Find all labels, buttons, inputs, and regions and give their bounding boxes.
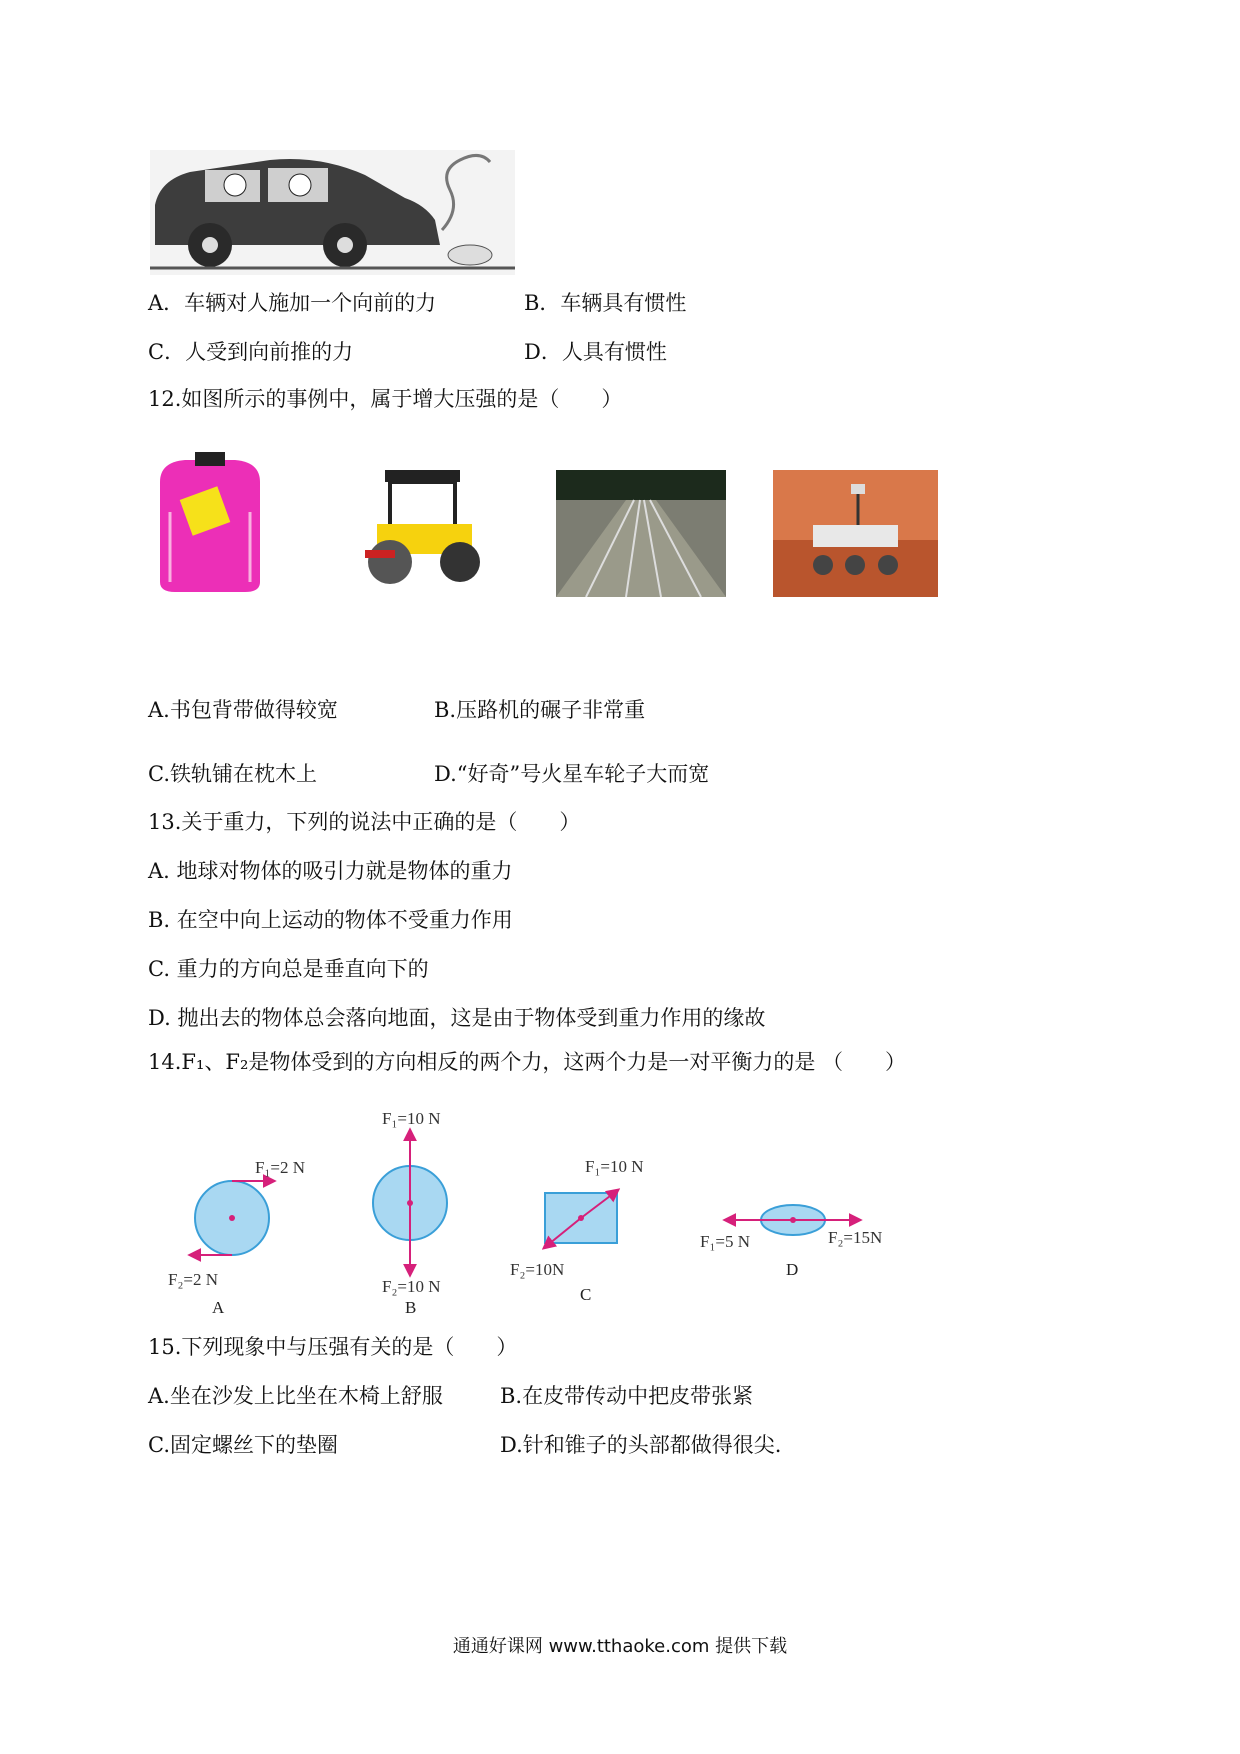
force-a-caption: A [212, 1298, 225, 1317]
q12-option-a: A.书包背带做得较宽 [148, 698, 338, 722]
q15-option-a: A.坐在沙发上比坐在木椅上舒服 [148, 1384, 443, 1408]
force-diagrams [160, 1110, 920, 1320]
q13-option-a: A. 地球对物体的吸引力就是物体的重力 [148, 859, 513, 883]
q13-option-c: C. 重力的方向总是垂直向下的 [148, 957, 429, 981]
force-d-f2-label: F₂=15N [828, 1228, 883, 1247]
force-d-f1-label: F₁=5 N [700, 1232, 750, 1251]
q12-option-c: C.铁轨铺在枕木上 [148, 762, 317, 786]
q15-option-c: C.固定螺丝下的垫圈 [148, 1433, 338, 1457]
q13-option-b: B. 在空中向上运动的物体不受重力作用 [148, 908, 513, 932]
q12-stem: 12.如图所示的事例中，属于增大压强的是（ ） [148, 387, 623, 411]
force-c-f2-label: F₂=10N [510, 1260, 565, 1279]
q11-option-b: B．车辆具有惯性 [524, 291, 687, 315]
q15-option-d: D.针和锥子的头部都做得很尖. [500, 1433, 782, 1457]
q12-option-d: D.“好奇”号火星车轮子大而宽 [434, 762, 710, 786]
force-d-caption: D [786, 1260, 799, 1279]
q11-option-c: C．人受到向前推的力 [148, 340, 354, 364]
force-diagram-c [510, 1157, 644, 1304]
road-roller-photo [355, 462, 490, 587]
mars-rover-photo [773, 470, 938, 597]
force-c-f1-label: F₁=10 N [585, 1157, 644, 1176]
force-b-f1-label: F₁=10 N [382, 1110, 441, 1128]
q11-option-d: D．人具有惯性 [524, 340, 667, 364]
force-diagram-a [168, 1158, 305, 1317]
force-b-f2-label: F₂=10 N [382, 1277, 441, 1296]
railway-track-photo [556, 470, 726, 597]
car-braking-illustration [150, 150, 515, 275]
page-footer: 通通好课网 www.tthaoke.com 提供下载 [452, 1636, 788, 1657]
q12-option-b: B.压路机的碾子非常重 [434, 698, 646, 722]
q14-stem: 14.F₁、F₂是物体受到的方向相反的两个力，这两个力是一对平衡力的是 （ ） [148, 1050, 907, 1074]
force-c-caption: C [580, 1285, 592, 1304]
q15-stem: 15.下列现象中与压强有关的是（ ） [148, 1335, 518, 1359]
q11-option-a: A．车辆对人施加一个向前的力 [148, 291, 437, 315]
force-diagram-b [373, 1110, 447, 1317]
force-diagram-d [700, 1205, 882, 1279]
q13-option-d: D. 抛出去的物体总会落向地面，这是由于物体受到重力作用的缘故 [148, 1006, 766, 1030]
q13-stem: 13.关于重力，下列的说法中正确的是（ ） [148, 810, 581, 834]
force-a-f1-label: F₁=2 N [255, 1158, 305, 1177]
q15-option-b: B.在皮带传动中把皮带张紧 [500, 1384, 754, 1408]
schoolbag-photo [150, 452, 270, 597]
force-a-f2-label: F₂=2 N [168, 1270, 218, 1289]
force-b-caption: B [405, 1298, 417, 1317]
